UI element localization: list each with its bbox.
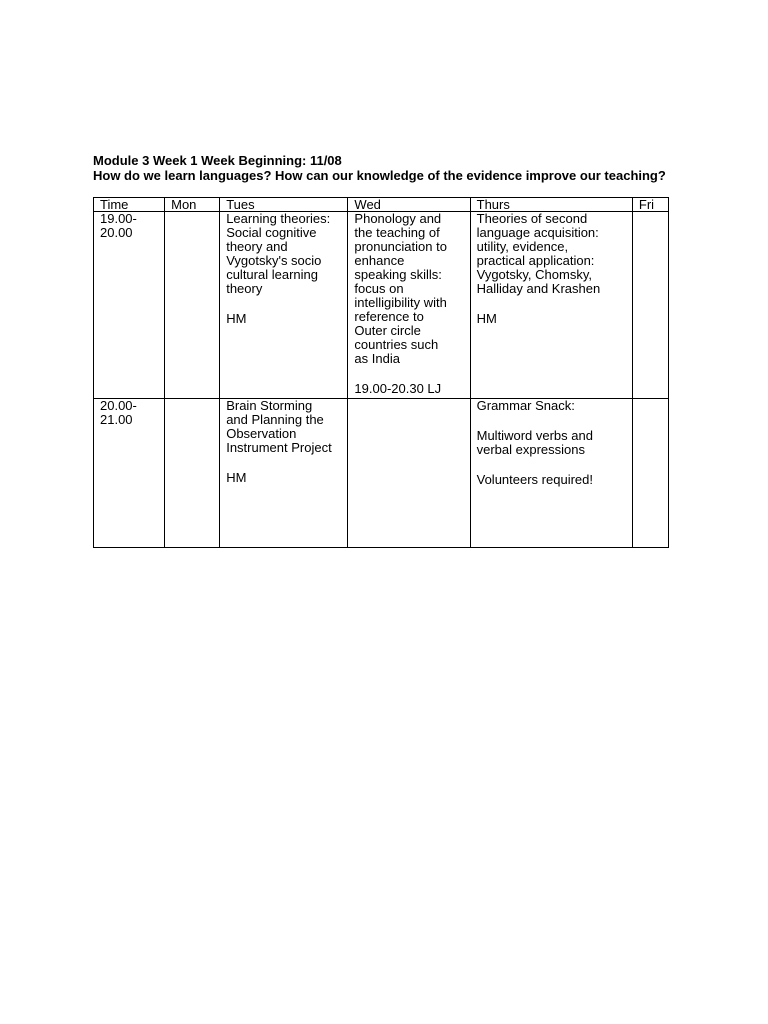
wed-cell <box>348 399 470 548</box>
col-header-wed: Wed <box>348 198 470 212</box>
col-header-tues: Tues <box>220 198 348 212</box>
table-row <box>94 212 669 399</box>
tutor-initials: HM <box>476 311 497 326</box>
document-heading <box>93 153 693 183</box>
session-time-note: 19.00-20.30 LJ <box>354 381 442 396</box>
volunteers-note: Volunteers required! <box>476 472 593 487</box>
col-header-time: Time <box>94 198 165 212</box>
module-title: Module 3 Week 1 Week Beginning: 11/08 <box>93 153 342 168</box>
header-row <box>94 198 669 212</box>
wed-cell: Phonology and the teaching of pronunciation to enhance speaking skills: focus on intelligibility with reference to Outer circle countries such as India 19.00-20.30 LJ <box>348 212 470 399</box>
col-header-mon: Mon <box>165 198 220 212</box>
time-cell: 19.00- 20.00 <box>94 212 165 399</box>
mon-cell <box>165 212 220 399</box>
col-header-thurs: Thurs <box>470 198 632 212</box>
time-cell: 20.00- 21.00 <box>94 399 165 548</box>
timetable <box>93 197 669 548</box>
thurs-cell: Grammar Snack: Multiword verbs and verbal expressions Volunteers required! <box>470 399 632 548</box>
tutor-initials: HM <box>226 470 247 485</box>
tutor-initials: HM <box>226 311 247 326</box>
tues-cell: Brain Storming and Planning the Observation Instrument Project HM <box>220 399 348 548</box>
fri-cell <box>632 399 668 548</box>
thurs-cell: Theories of second language acquisition: utility, evidence, practical application: Vygotsky, Chomsky, Halliday and Krashen HM <box>470 212 632 399</box>
module-question: How do we learn languages? How can our knowledge of the evidence improve our teaching? <box>93 168 666 183</box>
fri-cell <box>632 212 668 399</box>
col-header-fri: Fri <box>632 198 668 212</box>
tues-cell: Learning theories: Social cognitive theory and Vygotsky's socio cultural learning theory HM <box>220 212 348 399</box>
grammar-snack-title: Grammar Snack: <box>476 398 575 413</box>
mon-cell <box>165 399 220 548</box>
table-row <box>94 399 669 548</box>
